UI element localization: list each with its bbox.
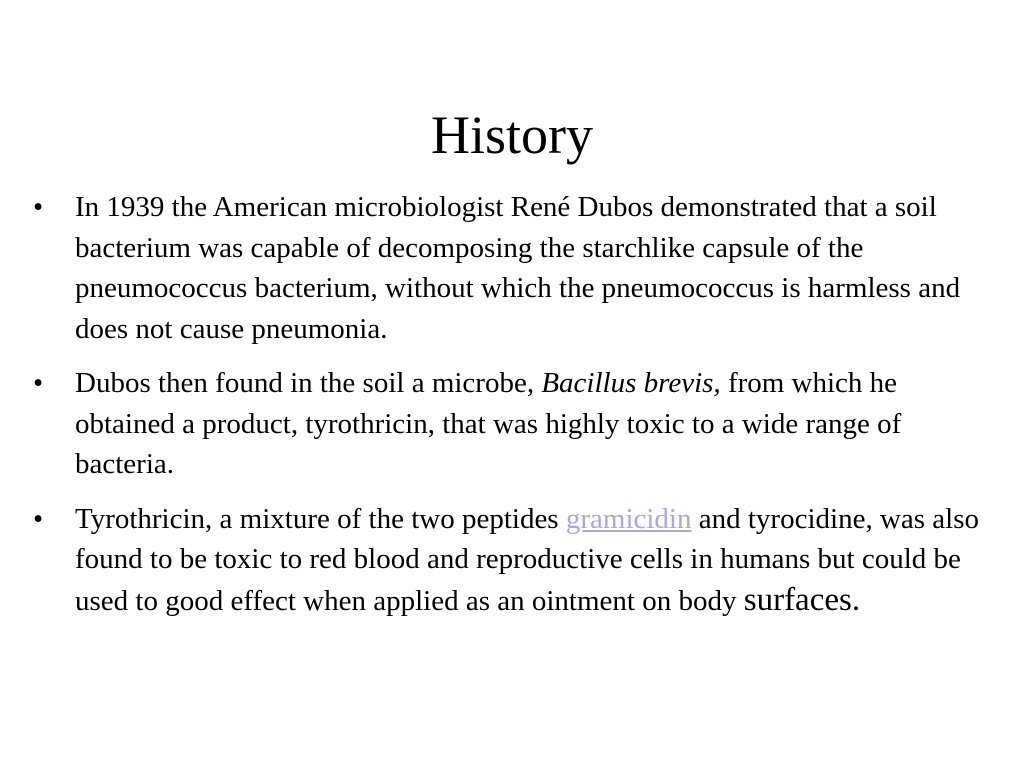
bullet-text-before: Dubos then found in the soil a microbe, (75, 367, 542, 399)
bullet-marker: • (33, 502, 44, 535)
bullet-text-before: Tyrothricin, a mixture of the two peptides (75, 502, 566, 535)
bullet-item-3 (30, 499, 1000, 622)
bullet-item-1 (30, 187, 1000, 349)
bullet-marker: • (33, 367, 44, 399)
bullet-text-middle: and tyrocidine, was also found to be toxic to red blood and reproductive cells in humans but could be used to good effect when applied as an ointment on body (75, 502, 980, 617)
bullet-item-2 (30, 363, 1000, 485)
gramicidin-link[interactable]: gramicidin (565, 502, 692, 535)
bullet-list (30, 187, 1000, 635)
bullet-text-end: surfaces. (743, 581, 861, 618)
bullet-marker: • (33, 191, 44, 223)
bullet-text: In 1939 the American microbiologist René Dubos demonstrated that a soil bacterium was capable of decomposing the starchlike capsule of the pneumococcus bacterium, without which the pneumococcus is harmless and does not cause pneumonia. (75, 191, 961, 345)
slide-title: History (431, 105, 593, 165)
bullet-text-after: from which he obtained a product, tyrothricin, that was highly toxic to a wide range of bacteria. (75, 367, 902, 480)
species-name: Bacillus brevis, (541, 367, 721, 399)
